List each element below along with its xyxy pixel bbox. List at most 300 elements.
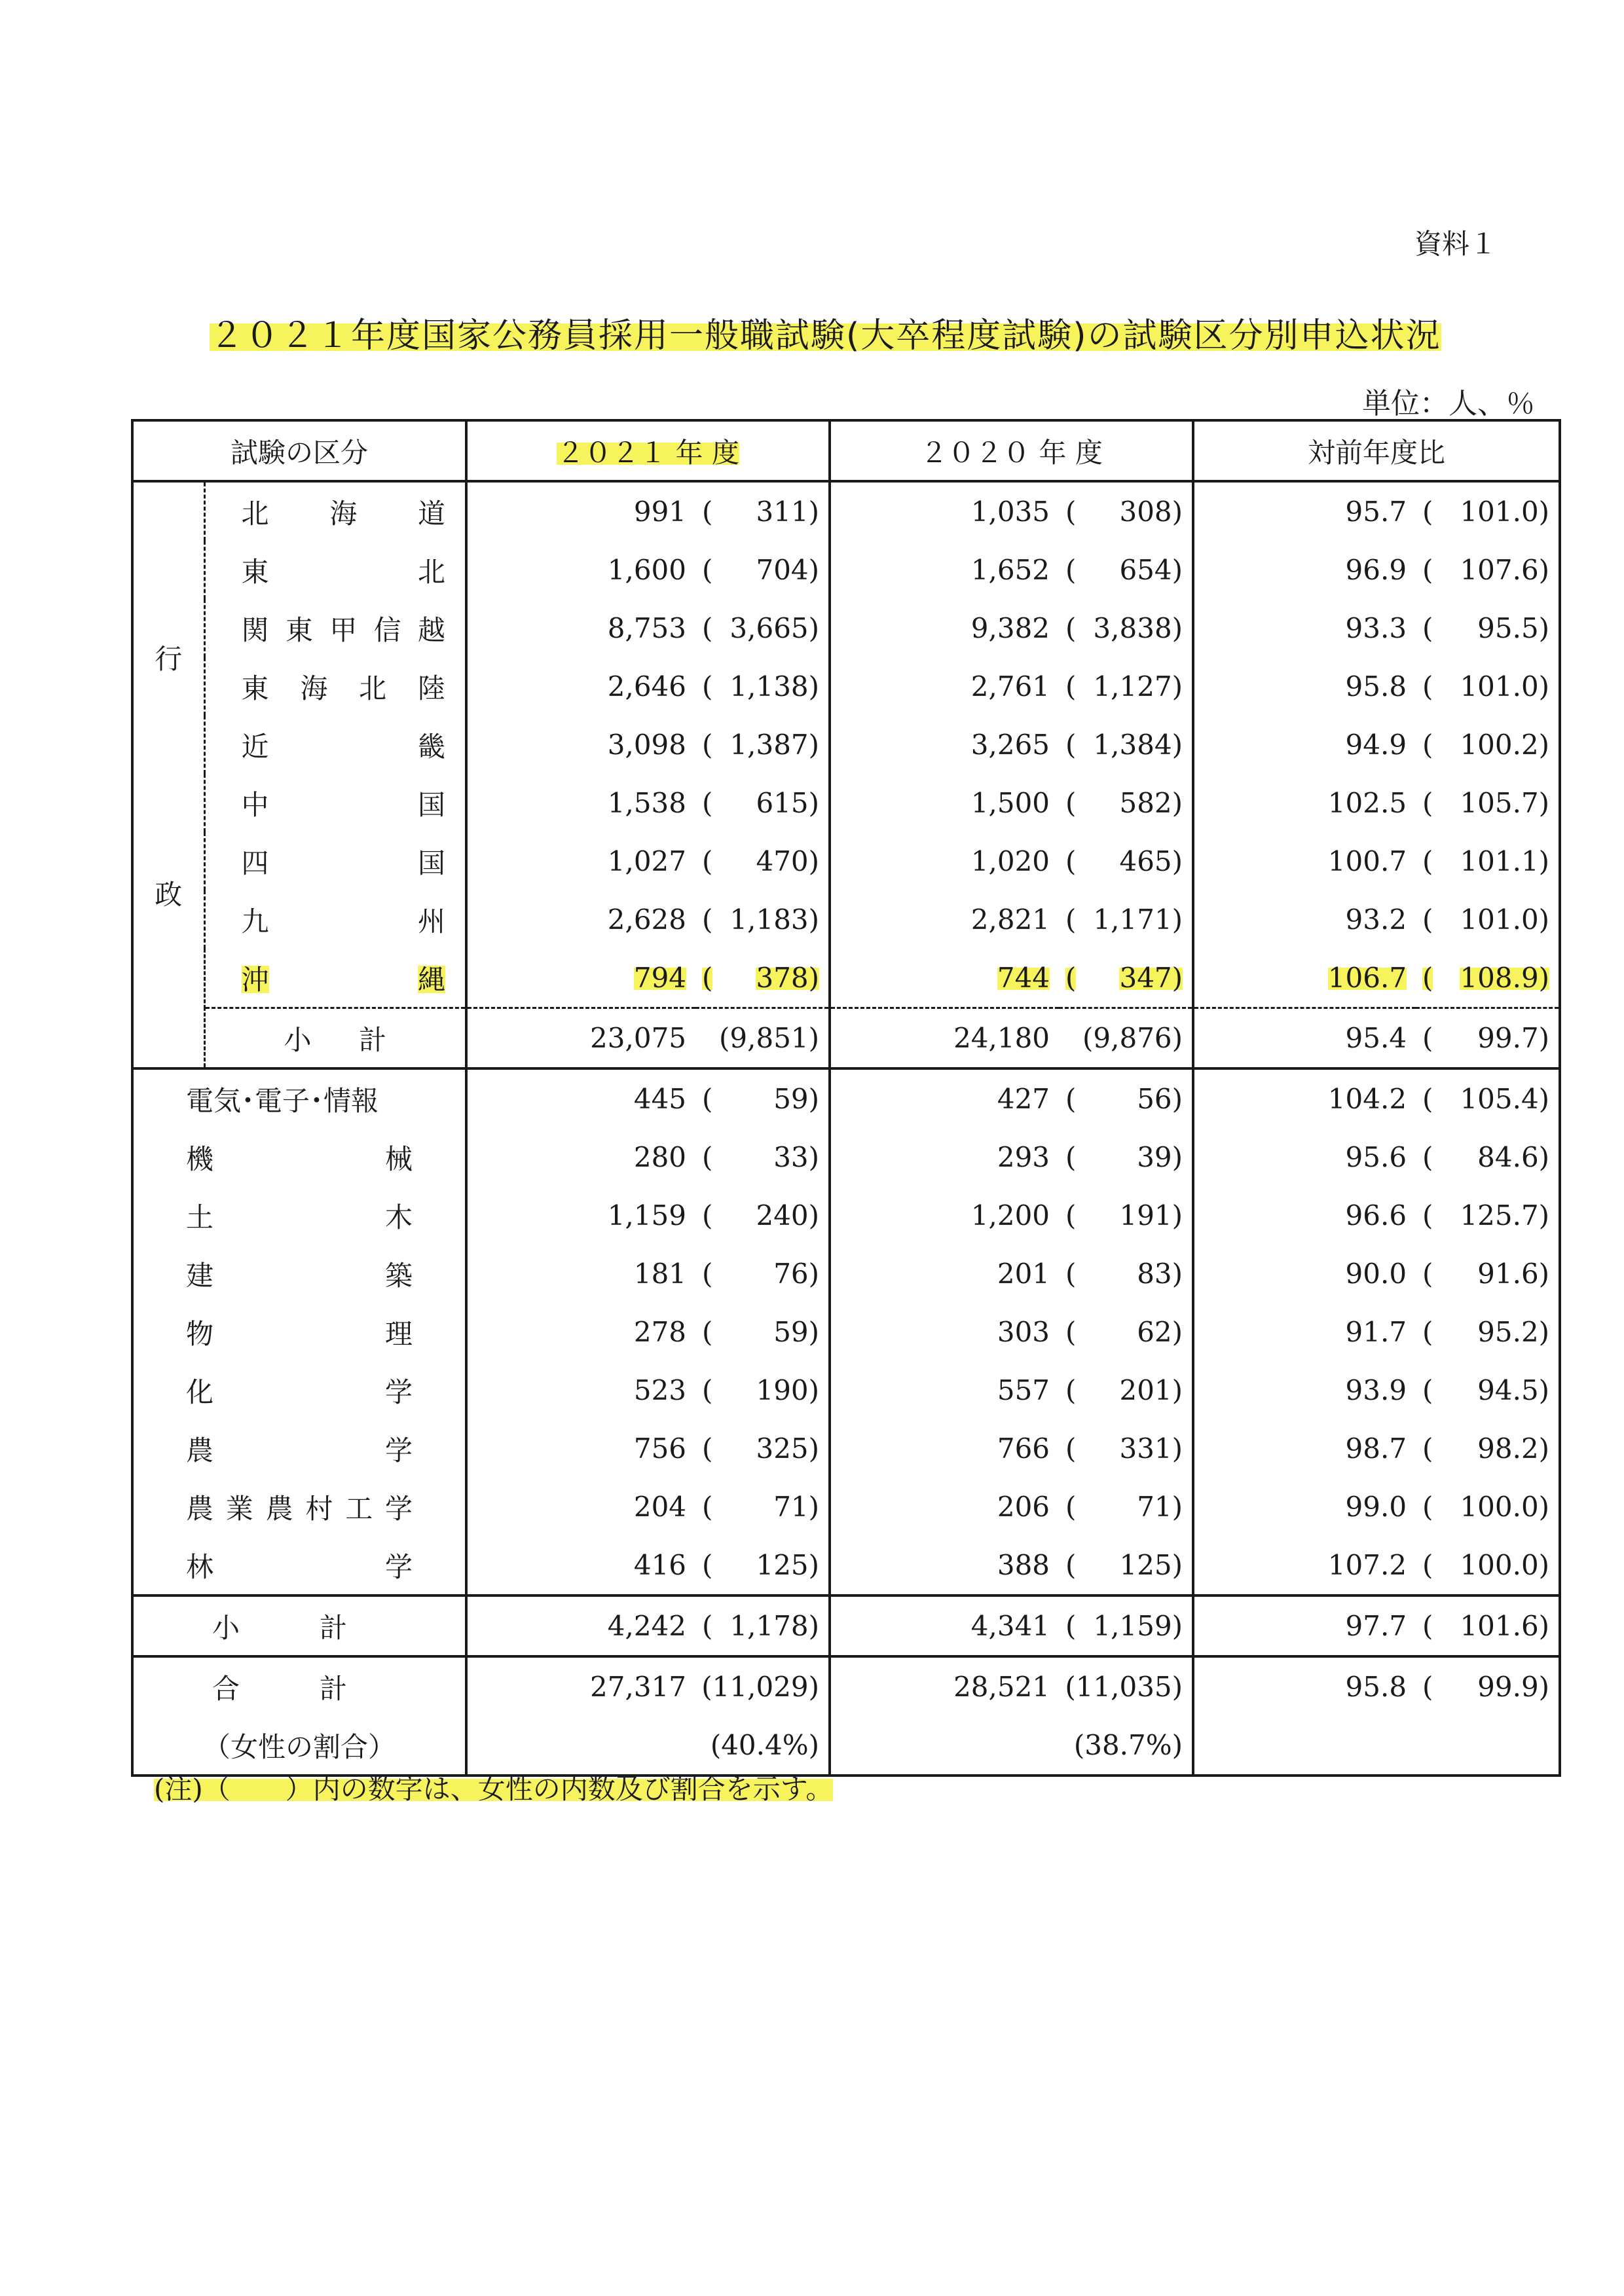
female-value — [1059, 1610, 1192, 1642]
row-category-char: 越 — [418, 613, 446, 646]
row-category-char: 化 — [186, 1376, 214, 1408]
row-category — [132, 1656, 466, 1716]
row-category-char: 東 — [241, 555, 269, 588]
female-cell — [1059, 774, 1193, 832]
title-text: ２０２１年度国家公務員採用一般職試験(大卒程度試験)の試験区分別申込状況 — [210, 316, 1441, 355]
female-value — [695, 729, 828, 761]
row-category — [204, 599, 466, 657]
female-text: 654) — [1119, 554, 1183, 586]
value-text: 4,341 — [970, 1610, 1050, 1642]
row-category-char: 海 — [300, 672, 328, 704]
female-cell — [1059, 1128, 1193, 1186]
value-cell — [466, 1008, 695, 1069]
female-cell — [1059, 1303, 1193, 1361]
value-text: 95.8 — [1345, 1671, 1407, 1703]
female-value — [695, 1141, 828, 1173]
value-text: 27,317 — [590, 1671, 687, 1703]
female-text: 101.0) — [1460, 496, 1550, 528]
open-paren: ( — [702, 903, 713, 936]
value-cell — [466, 657, 695, 716]
open-paren: ( — [1422, 729, 1433, 761]
value-cell — [830, 890, 1059, 949]
open-paren: ( — [1065, 1141, 1077, 1173]
row-category — [204, 890, 466, 949]
value-text: 427 — [997, 1083, 1050, 1115]
female-value — [1416, 612, 1559, 644]
female-text: 331) — [1119, 1432, 1183, 1465]
female-cell — [1416, 599, 1560, 657]
row-category-char: 国 — [418, 847, 446, 879]
value-cell — [1193, 949, 1416, 1008]
value-text: 1,020 — [970, 845, 1050, 877]
header-2021-text: ２０２１ 年 度 — [557, 436, 739, 469]
value-cell — [1193, 1068, 1416, 1128]
row-category-char: 信 — [373, 613, 401, 646]
table-body — [132, 481, 1560, 1776]
empty-cell — [1193, 1716, 1560, 1776]
row-category-char: 東 — [241, 672, 269, 704]
table-row — [132, 1303, 1560, 1361]
female-value — [695, 1549, 828, 1581]
female-text: 1,183) — [729, 903, 820, 936]
open-paren: ( — [1422, 1083, 1433, 1115]
female-value — [1059, 670, 1192, 702]
value-cell — [830, 1595, 1059, 1656]
female-value — [1416, 670, 1559, 702]
row-category-char: 四 — [241, 847, 269, 879]
female-cell — [695, 1186, 830, 1245]
row-category-text — [134, 1667, 465, 1707]
row-category-char: 電気･電子･情報 — [186, 1084, 379, 1117]
value-text: 95.7 — [1345, 496, 1407, 528]
female-text: 325) — [756, 1432, 820, 1465]
female-cell — [695, 1536, 830, 1595]
table-row — [132, 774, 1560, 832]
row-category-char: 計 — [359, 1023, 387, 1056]
female-cell — [1059, 1245, 1193, 1303]
female-value — [1416, 1141, 1559, 1173]
value-cell — [830, 1419, 1059, 1478]
value-text: 107.2 — [1327, 1549, 1407, 1581]
value-text: 206 — [997, 1491, 1050, 1523]
female-cell — [695, 949, 830, 1008]
table-row — [132, 1361, 1560, 1419]
open-paren: ( — [702, 1432, 713, 1465]
value-text: 23,075 — [590, 1022, 687, 1054]
open-paren: ( — [1065, 496, 1077, 528]
female-cell — [695, 1068, 830, 1128]
row-category-char: 中 — [241, 788, 269, 821]
row-category — [132, 1595, 466, 1656]
value-cell — [466, 1595, 695, 1656]
row-category-text — [206, 492, 466, 532]
female-value — [1416, 1316, 1559, 1348]
row-category — [204, 541, 466, 599]
female-text: 56) — [1137, 1083, 1183, 1115]
row-category — [132, 1068, 466, 1128]
value-cell — [466, 599, 695, 657]
value-text: 756 — [633, 1432, 687, 1465]
female-value — [1416, 1258, 1559, 1290]
female-cell — [1059, 1186, 1193, 1245]
value-cell — [830, 1536, 1059, 1595]
table-row — [132, 599, 1560, 657]
group-label-char: 行 — [155, 642, 183, 675]
female-cell — [695, 1419, 830, 1478]
value-text: 95.6 — [1345, 1141, 1407, 1173]
female-text: 71) — [1137, 1491, 1183, 1523]
female-cell — [1416, 1656, 1560, 1716]
female-text: 107.6) — [1460, 554, 1550, 586]
female-value — [1059, 554, 1192, 586]
row-category-char: 合 — [212, 1672, 240, 1705]
group-label-char: 政 — [155, 878, 183, 911]
female-text: 101.0) — [1460, 670, 1550, 702]
row-category-char: 機 — [186, 1142, 214, 1175]
value-text: 991 — [633, 496, 687, 528]
table-row — [132, 716, 1560, 774]
value-text: 181 — [633, 1258, 687, 1290]
value-text: 102.5 — [1327, 787, 1407, 819]
row-category-text — [134, 1607, 465, 1646]
female-text: 308) — [1119, 496, 1183, 528]
female-text: 59) — [773, 1083, 820, 1115]
female-value — [1059, 1316, 1192, 1348]
value-text: 3,098 — [607, 729, 687, 761]
value-cell — [1193, 1478, 1416, 1536]
female-value — [695, 670, 828, 702]
female-cell — [695, 890, 830, 949]
value-cell — [1193, 1361, 1416, 1419]
open-paren: ( — [702, 845, 713, 877]
female-cell — [1059, 481, 1193, 541]
female-cell — [695, 1128, 830, 1186]
female-cell — [1416, 1419, 1560, 1478]
row-category-char: 近 — [241, 730, 269, 763]
row-category-char: 学 — [385, 1434, 413, 1467]
female-value — [1059, 962, 1192, 994]
female-value — [1416, 496, 1559, 528]
table-row — [132, 481, 1560, 541]
female-value — [1416, 1671, 1559, 1703]
female-cell — [1059, 1536, 1193, 1595]
female-value — [695, 1374, 828, 1406]
header-category: 試験の区分 — [132, 420, 466, 481]
value-text: 303 — [997, 1316, 1050, 1348]
row-category-text — [206, 842, 466, 881]
female-value — [1416, 1549, 1559, 1581]
open-paren: ( — [1065, 1258, 1077, 1290]
value-text: 91.7 — [1345, 1316, 1407, 1348]
female-value — [1416, 845, 1559, 877]
row-category — [204, 949, 466, 1008]
female-cell — [1416, 1008, 1560, 1069]
female-text: 125) — [1119, 1549, 1183, 1581]
female-cell — [1416, 1128, 1560, 1186]
female-text: 240) — [756, 1199, 820, 1231]
row-category-char: 土 — [186, 1201, 214, 1233]
female-value — [695, 1258, 828, 1290]
open-paren: ( — [1065, 1374, 1077, 1406]
female-cell — [1416, 481, 1560, 541]
value-text: 744 — [997, 962, 1050, 994]
value-cell — [1193, 716, 1416, 774]
female-value — [695, 1199, 828, 1231]
female-text: (9,851) — [719, 1022, 820, 1054]
female-value — [1416, 787, 1559, 819]
row-category-char: 北 — [359, 672, 387, 704]
female-cell — [1059, 1361, 1193, 1419]
female-text: 1,387) — [729, 729, 820, 761]
value-cell — [1193, 1656, 1416, 1716]
female-value — [1416, 962, 1559, 994]
female-value — [1416, 1610, 1559, 1642]
female-value — [695, 1432, 828, 1465]
female-cell — [1416, 774, 1560, 832]
open-paren: ( — [1065, 1491, 1077, 1523]
female-value — [1059, 1432, 1192, 1465]
row-category-text — [206, 725, 466, 765]
value-text: 1,035 — [970, 496, 1050, 528]
row-category — [132, 1186, 466, 1245]
value-text: 95.8 — [1345, 670, 1407, 702]
row-category-char: 木 — [385, 1201, 413, 1233]
open-paren: ( — [1422, 1491, 1433, 1523]
female-value — [695, 612, 828, 644]
female-text: 615) — [756, 787, 820, 819]
row-category — [204, 481, 466, 541]
row-category-text — [134, 1313, 465, 1352]
value-cell — [466, 481, 695, 541]
value-text: 96.9 — [1345, 554, 1407, 586]
value-cell — [830, 1303, 1059, 1361]
value-cell — [830, 1245, 1059, 1303]
value-text: 93.9 — [1345, 1374, 1407, 1406]
value-cell — [466, 774, 695, 832]
empty-cell — [466, 1716, 695, 1776]
female-value — [1059, 1199, 1192, 1231]
female-text: 100.0) — [1460, 1549, 1550, 1581]
open-paren: ( — [702, 1083, 713, 1115]
female-text: 1,138) — [729, 670, 820, 702]
open-paren: ( — [702, 1610, 713, 1642]
female-ratio-row — [132, 1716, 1560, 1776]
open-paren: ( — [702, 670, 713, 702]
female-text: 98.2) — [1477, 1432, 1550, 1465]
row-category-text — [206, 900, 466, 939]
row-category-char: 械 — [385, 1142, 413, 1175]
female-cell — [1416, 890, 1560, 949]
value-cell — [466, 1536, 695, 1595]
female-cell — [1059, 716, 1193, 774]
female-value — [695, 903, 828, 936]
value-cell — [830, 1068, 1059, 1128]
female-cell — [695, 1303, 830, 1361]
female-cell — [695, 1008, 830, 1069]
row-category-char: 農 — [186, 1434, 214, 1467]
female-value — [1059, 612, 1192, 644]
female-cell — [1416, 1068, 1560, 1128]
value-cell — [1193, 890, 1416, 949]
table-row — [132, 1478, 1560, 1536]
female-value — [1059, 729, 1192, 761]
subtotal-row-gyosei — [132, 1008, 1560, 1069]
female-text: 105.4) — [1460, 1083, 1550, 1115]
female-text: 704) — [756, 554, 820, 586]
value-text: 8,753 — [607, 612, 687, 644]
female-value — [695, 554, 828, 586]
female-text: 190) — [756, 1374, 820, 1406]
row-category-char: 農 — [186, 1492, 214, 1525]
value-text: 1,200 — [970, 1199, 1050, 1231]
open-paren: ( — [1422, 1610, 1433, 1642]
row-category-char: 北 — [241, 497, 269, 530]
female-cell — [695, 1478, 830, 1536]
open-paren: ( — [1422, 1258, 1433, 1290]
applications-table — [131, 419, 1561, 1777]
female-cell — [695, 1361, 830, 1419]
female-cell — [1416, 949, 1560, 1008]
row-category-char: 計 — [320, 1611, 348, 1644]
female-text: 100.2) — [1460, 729, 1550, 761]
open-paren: ( — [702, 1316, 713, 1348]
group-label-chars — [134, 539, 204, 1011]
female-text: 71) — [773, 1491, 820, 1523]
open-paren: ( — [1422, 1316, 1433, 1348]
value-text: 766 — [997, 1432, 1050, 1465]
row-category-text — [206, 784, 466, 823]
female-value — [1059, 903, 1192, 936]
value-cell — [466, 1478, 695, 1536]
open-paren: ( — [1422, 845, 1433, 877]
female-value — [695, 1491, 828, 1523]
row-category-char: 国 — [418, 788, 446, 821]
value-text: 1,538 — [607, 787, 687, 819]
open-paren: ( — [1065, 1316, 1077, 1348]
open-paren: ( — [1065, 1083, 1077, 1115]
female-text: 99.7) — [1477, 1022, 1550, 1054]
female-text: (11,029) — [701, 1671, 820, 1703]
value-cell — [466, 1186, 695, 1245]
value-cell — [466, 1128, 695, 1186]
footnote — [154, 1768, 833, 1807]
row-category — [132, 1536, 466, 1595]
female-text: 91.6) — [1477, 1258, 1550, 1290]
value-cell — [466, 1656, 695, 1716]
value-cell — [466, 1361, 695, 1419]
female-text: 311) — [756, 496, 820, 528]
female-value — [1416, 1374, 1559, 1406]
row-category — [132, 1361, 466, 1419]
female-text: 105.7) — [1460, 787, 1550, 819]
open-paren: ( — [1422, 1199, 1433, 1231]
row-category-char: 小 — [212, 1611, 240, 1644]
female-cell — [1416, 1361, 1560, 1419]
female-text: 99.9) — [1477, 1671, 1550, 1703]
female-cell — [695, 657, 830, 716]
row-category — [132, 1303, 466, 1361]
value-cell — [830, 1128, 1059, 1186]
value-text: 280 — [633, 1141, 687, 1173]
female-text: 59) — [773, 1316, 820, 1348]
female-cell — [1059, 599, 1193, 657]
value-cell — [1193, 1303, 1416, 1361]
value-cell — [830, 481, 1059, 541]
row-category-text — [134, 1080, 465, 1119]
value-text: 2,646 — [607, 670, 687, 702]
female-cell — [695, 832, 830, 890]
open-paren: ( — [1422, 554, 1433, 586]
female-text: (9,876) — [1082, 1022, 1183, 1054]
open-paren: ( — [1065, 903, 1077, 936]
female-value — [1059, 1022, 1192, 1054]
value-cell — [830, 657, 1059, 716]
female-value — [1416, 1199, 1559, 1231]
value-cell — [830, 716, 1059, 774]
row-category-char: 学 — [384, 1492, 413, 1525]
female-text: 470) — [756, 845, 820, 877]
table-row — [132, 541, 1560, 599]
open-paren: ( — [1422, 787, 1433, 819]
header-2020: ２０２０ 年 度 — [830, 420, 1193, 481]
open-paren: ( — [1422, 962, 1433, 994]
female-cell — [1059, 832, 1193, 890]
female-text: 347) — [1119, 962, 1183, 994]
value-text: 98.7 — [1345, 1432, 1407, 1465]
row-category-char: 村 — [305, 1492, 333, 1525]
row-category-char: 理 — [385, 1317, 413, 1350]
row-category-char: 計 — [320, 1672, 348, 1705]
female-text: 378) — [756, 962, 820, 994]
row-category-char: 陸 — [417, 672, 445, 704]
value-cell — [830, 832, 1059, 890]
row-category — [204, 774, 466, 832]
row-category — [132, 1478, 466, 1536]
female-cell — [695, 1595, 830, 1656]
female-text: 108.9) — [1460, 962, 1550, 994]
female-value — [695, 1022, 828, 1054]
row-category — [132, 1245, 466, 1303]
open-paren: ( — [702, 962, 713, 994]
value-text: 90.0 — [1345, 1258, 1407, 1290]
female-value — [1059, 1549, 1192, 1581]
female-value — [695, 962, 828, 994]
value-text: 557 — [997, 1374, 1050, 1406]
open-paren: ( — [1422, 1549, 1433, 1581]
open-paren: ( — [1422, 496, 1433, 528]
open-paren: ( — [702, 1141, 713, 1173]
female-cell — [1416, 1478, 1560, 1536]
open-paren: ( — [702, 1258, 713, 1290]
female-value — [1416, 1083, 1559, 1115]
row-category-char: 林 — [186, 1550, 214, 1583]
female-value — [695, 1083, 828, 1115]
open-paren: ( — [1422, 903, 1433, 936]
female-cell — [695, 774, 830, 832]
row-category-text — [206, 551, 466, 590]
value-cell — [830, 1008, 1059, 1069]
open-paren: ( — [1065, 1549, 1077, 1581]
open-paren: ( — [1065, 962, 1077, 994]
row-category — [132, 1128, 466, 1186]
female-cell — [1059, 541, 1193, 599]
female-cell — [695, 599, 830, 657]
value-cell — [1193, 657, 1416, 716]
value-cell — [1193, 1536, 1416, 1595]
row-category-text — [206, 1019, 466, 1058]
value-text: 93.2 — [1345, 903, 1407, 936]
open-paren: ( — [1065, 787, 1077, 819]
